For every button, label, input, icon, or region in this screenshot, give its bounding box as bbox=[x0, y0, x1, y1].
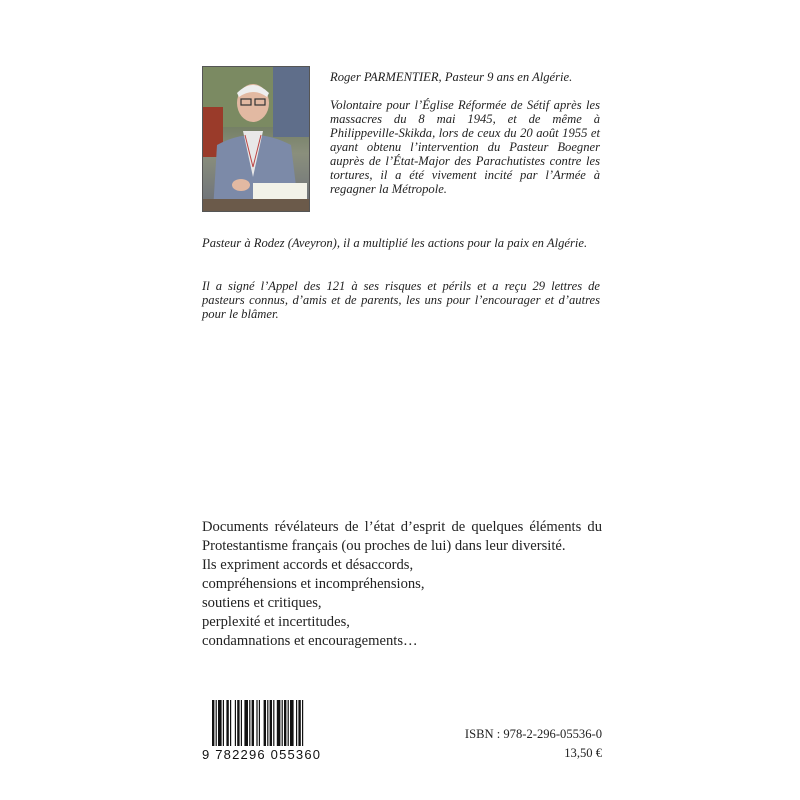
barcode bbox=[202, 700, 352, 764]
summary-line: condamnations et encouragements… bbox=[202, 633, 418, 649]
barcode-bar bbox=[256, 700, 257, 746]
summary-lead: Documents révélateurs de l’état d’esprit de quelques éléments du Protestantisme français (ou proches de lui) dans leur diversité. bbox=[202, 519, 602, 554]
barcode-bar bbox=[264, 700, 266, 746]
isbn: ISBN : 978-2-296-05536-0 bbox=[464, 727, 602, 741]
barcode-bar bbox=[218, 700, 222, 746]
barcode-bar bbox=[216, 700, 217, 746]
barcode-bar bbox=[249, 700, 250, 746]
barcode-bar bbox=[302, 700, 303, 746]
price: 13,50 € bbox=[564, 746, 602, 760]
barcode-bar bbox=[241, 700, 242, 746]
author-line: Roger PARMENTIER, Pasteur 9 ans en Algérie. bbox=[330, 70, 573, 84]
barcode-bar bbox=[284, 700, 286, 746]
barcode-bar bbox=[212, 700, 214, 746]
barcode-digits: 9 782296 055360 bbox=[202, 747, 322, 762]
barcode-bar bbox=[296, 700, 297, 746]
barcode-bar bbox=[282, 700, 283, 746]
barcode-bar bbox=[267, 700, 268, 746]
author-intro bbox=[330, 70, 600, 210]
barcode-bar bbox=[252, 700, 254, 746]
barcode-bar bbox=[298, 700, 300, 746]
barcode-bar bbox=[259, 700, 260, 746]
barcode-bar bbox=[270, 700, 272, 746]
author-photo bbox=[202, 66, 310, 212]
summary-line: soutiens et critiques, bbox=[202, 595, 322, 611]
summary-line: Ils expriment accords et désaccords, bbox=[202, 557, 414, 573]
barcode-bars bbox=[202, 700, 352, 746]
book-summary bbox=[202, 518, 602, 651]
barcode-bar bbox=[230, 700, 231, 746]
barcode-bar bbox=[277, 700, 281, 746]
barcode-bar bbox=[244, 700, 248, 746]
barcode-bar bbox=[223, 700, 224, 746]
summary-line: perplexité et incertitudes, bbox=[202, 614, 350, 630]
barcode-bar bbox=[237, 700, 239, 746]
barcode-bar bbox=[235, 700, 236, 746]
barcode-bar bbox=[273, 700, 274, 746]
barcode-bar bbox=[226, 700, 228, 746]
paragraph-appel: Il a signé l’Appel des 121 à ses risques et périls et a reçu 29 lettres de pasteurs connus, d’amis et de parents, les uns pour l’encourager et d’autres pour le blâmer. bbox=[202, 279, 600, 321]
summary-line: compréhensions et incompréhensions, bbox=[202, 576, 425, 592]
barcode-bar bbox=[288, 700, 289, 746]
intro-paragraph: Volontaire pour l’Église Réformée de Sétif après les massacres du 8 mai 1945, et de même à Philippeville-Skikda, lors de ceux du 20 août 1955 et ayant obtenu l’intervention du Pasteur Boegner auprès de l’État-Major des Parachutistes contre les tortures, il a été vivement incité par l’Armée à regagner la Métropole. bbox=[330, 98, 600, 196]
paragraph-rodez: Pasteur à Rodez (Aveyron), il a multiplié les actions pour la paix en Algérie. bbox=[202, 236, 588, 250]
barcode-bar bbox=[290, 700, 294, 746]
